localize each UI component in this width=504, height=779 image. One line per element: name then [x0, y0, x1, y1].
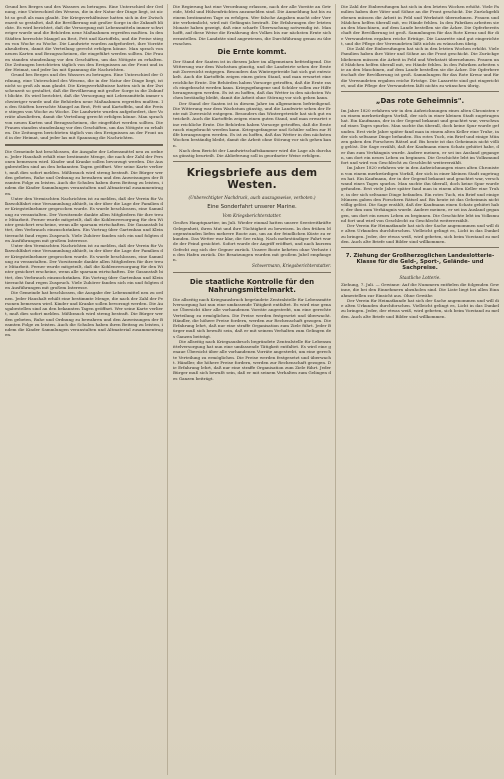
article-text: Großes Hauptquartier, im Juli. Wieder einmal hatten unsere Seestreitkräfte Gelegenheit, ihren Mut und ihre Tüchtigkeit zu beweisen. In den frühen Morgenstunden liefen mehrere Boote aus, um an der feindlichen Küste zu erkunden. Das Wetter war klar, die See ruhig. Nach mehrstündiger Fahrt wurde der Feind gesichtet. Sofort wurde der Angriff eröffnet, und nach kurzem Gefecht zog sich der Gegner zurück. Unsere Boote kehrten ohne Verluste in den Hafen zurück. Die Besatzungen wurden mit großem Jubel empfangen.	[173, 220, 331, 263]
article-text: Unter den Vermischten Nachrichten ist zu melden, daß der Verein für Volkswohlfahrt eine Versammlung abhielt, in der über die Lage der Familien der Kriegsteilnehmer gesprochen wurde. Es wurde beschlossen, eine Sammlung zu veranstalten. Der Vorsitzende dankte allen Mitgliedern für ihre treue Mitarbeit. Ferner wurde mitgeteilt, daß die Kohlenversorgung für den Winter gesichert erscheine, wenn alle sparsam wirtschaften. Die Gasanstalt bittet, den Verbrauch einzuschränken. Ein Vortrag über Gartenbau und Kleintierzucht fand regen Zuspruch. Viele Zuhörer fanden sich ein und folgten den Ausführungen mit großem Interesse.	[5, 243, 163, 290]
notice-text: Ziehung, 7. Juli. — Gewinne: Auf die Nummern entfielen die folgenden Gewinne, die bei den Einnehmern abzuholen sind. Die Liste liegt bei allen Einnahmestellen zur Einsicht aus. Ohne Gewähr.	[341, 282, 499, 298]
article-text: Grund bes Berges und des Wassers zu betragen. Eine Unterschied der Ordnung, eine Unterschied des Wesens, die in der Natur der Dinge liegt, ist nicht so groß als man glaubt. Die Kriegsverhältnisse hatten sich in der Zwischenzeit so gestaltet, daß die Bevölkerung mit großer Sorge in die Zukunft blickte. Es wird berichtet, daß die Versorgung mit Lebensmitteln immer schwieriger wurde und die Behörden neue Maßnahmen ergreifen mußten. In den Städten herrschte Mangel an Brot, Fett und Kartoffeln, und die Preise stiegen von Woche zu Woche. Die Landwirte wurden aufgefordert, ihre Vorräte abzuliefern, damit die Verteilung gerecht erfolgen könne. Man sprach von neuen Karten und Bezugsscheinen, die eingeführt werden sollten. Die Frauen standen stundenlang vor den Geschäften, um das Nötigste zu erhalten. Die Zeitungen berichteten täglich von den Ereignissen an der Front und in der Heimat, und jeder las mit Spannung die Nachrichten.	[5, 4, 163, 72]
article-text: Der Verein für Heimatkunde hat sich der Sache angenommen und will die alten Urkunden durchforschen. Vielleicht gelingt es, Licht in das Dunkel zu bringen. Jeder, der etwas weiß, wird gebeten, sich beim Vorstand zu melden. Auch alte Briefe und Bilder sind willkommen.	[341, 223, 499, 244]
article-text: Die Gemeinde hat beschlossen, die Ausgabe der Lebensmittel neu zu ordnen. Jeder Haushalt erhält eine bestimmte Menge, die nach der Zahl der Personen bemessen wird. Kinder und Kranke sollen bevorzugt werden. Die Ausgabestellen sind an den bekannten Tagen geöffnet. Wer seine Karte verliert, muß dies sofort melden. Mißbrauch wird streng bestraft. Die Bürger werden gebeten, Ruhe und Ordnung zu bewahren und den Anweisungen der Beamten Folge zu leisten. Auch die Schulen haben ihren Beitrag zu leisten, indem die Kinder Sammlungen veranstalten und Altmaterial zusammentragen.	[5, 290, 163, 338]
article-text: Unter den Vermischten Nachrichten ist zu melden, daß der Verein für Volkswohlfahrt eine Versammlung abhielt, in der über die Lage der Familien der Kriegsteilnehmer gesprochen wurde. Es wurde beschlossen, eine Sammlung zu veranstalten. Der Vorsitzende dankte allen Mitgliedern für ihre treue Mitarbeit. Ferner wurde mitgeteilt, daß die Kohlenversorgung für den Winter gesichert erscheine, wenn alle sparsam wirtschaften. Die Gasanstalt bittet, den Verbrauch einzuschränken. Ein Vortrag über Gartenbau und Kleintierzucht fand regen Zuspruch. Viele Zuhörer fanden sich ein und folgten den Ausführungen mit großem Interesse.	[5, 195, 163, 243]
article-text: Die allseitig nach Kriegsausbruch begründete Zentralstelle für Lebensmittelversorgung hat nun eine umfassende Tätigkeit entfaltet. Es wird eine genaue Übersicht über alle vorhandenen Vorräte angestrebt, um eine gerechte Verteilung zu ermöglichen. Die Preise werden festgesetzt und überwacht. Händler, die höhere Preise fordern, werden zur Rechenschaft gezogen. Die Erfahrung lehrt, daß nur eine straffe Organisation zum Ziele führt. Jeder Bürger muß sich bewußt sein, daß er mit seinem Verhalten zum Gelingen des Ganzen beiträgt.	[173, 338, 331, 381]
column-1	[5, 4, 168, 775]
divider	[341, 247, 499, 248]
article-text: Der Stand der Saaten ist in diesem Jahre im allgemeinen befriedigend. Die Witterung war dem Wachstum günstig, und die Landwirte sehen der Ernte mit Zuversicht entgegen. Besonders das Wintergetreide hat sich gut entwickelt. Auch die Kartoffeln zeigen einen guten Stand, und man erwartet eine reichliche Ernte. Die Behörden haben Vorsorge getroffen, daß die Ernte rasch eingebracht werden kann. Kriegsgefangene und Schüler sollen zur Hilfe herangezogen werden. Es ist zu hoffen, daß das Wetter in den nächsten Wochen beständig bleibt, damit die Arbeit ohne Störung vor sich gehen kann.	[173, 58, 331, 101]
notice-text: Der Verein für Heimatkunde hat sich der Sache angenommen und will die alten Urkunden durchforschen. Vielleicht gelingt es, Licht in das Dunkel zu bringen. Jeder, der etwas weiß, wird gebeten, sich beim Vorstand zu melden. Auch alte Briefe und Bilder sind willkommen.	[341, 297, 499, 319]
column-layout	[5, 4, 499, 775]
divider	[173, 272, 331, 273]
article-text: Im Jahre 1820 erfahren wir in den Aufzeichnungen eines alten Chronisten von einem merkwürdigen Vorfall, der sich in einer kleinen Stadt zugetragen hat. Ein Kaufmann, der in der Gegend bekannt und geachtet war, verschwand eines Tages spurlos. Man suchte ihn überall, doch keine Spur wurde gefunden. Erst viele Jahre später fand man in einem alten Keller eine Truhe, in der sich seltsame Dinge befanden. Ein rotes Tuch, ein Brief und einige Münzen gaben den Forschern Rätsel auf. Bis heute ist das Geheimnis nicht völlig gelöst. Die Sage erzählt, daß der Kaufmann einen Schatz gehütet habe, der ihm zum Verhängnis wurde. Andere meinen, er sei ins Ausland gegangen, um dort ein neues Leben zu beginnen. Die Geschichte lebt im Volksmund fort und wird von Geschlecht zu Geschlecht weitererzählt.	[341, 107, 499, 166]
article-heading: Die Ernte kommt.	[217, 48, 287, 56]
section-subheading: Vom Kriegsberichterstatter.	[222, 213, 282, 219]
article-text: Die Zahl der Einberufungen hat sich in den letzten Wochen erhöht. Viele Familien haben ihre Väter und Söhne an die Front geschickt. Die Zurückgebliebenen müssen die Arbeit in Feld und Werkstatt übernehmen. Frauen und Mädchen helfen überall mit, wo Hände fehlen. In den Fabriken arbeiten sie an den Maschinen, auf dem Lande bestellen sie die Äcker. Die Opferbereitschaft der Bevölkerung ist groß. Sammlungen für das Rote Kreuz und für die Verwundeten ergaben reiche Erträge. Die Lazarette sind gut eingerichtet, und die Pflege der Verwundeten läßt nichts zu wünschen übrig.	[341, 46, 499, 88]
article-text: Die Regierung hat eine Verordnung erlassen, nach der alle Vorräte an Getreide, Mehl und Hülsenfrüchten anzumelden sind. Die Anmeldung hat bis zu einem bestimmten Tage zu erfolgen. Wer falsche Angaben macht oder Vorräte verheimlicht, wird mit Gefängnis bestraft. Die Erfahrungen der letzten Monate haben gezeigt, daß eine scharfe Überwachung notwendig ist. Man hofft, auf diese Weise die Ernährung des Volkes bis zur nächsten Ernte sicherzustellen. Die Landräte sind angewiesen, die Durchführung genau zu überwachen.	[173, 4, 331, 46]
section-subheading: Eine Sonderfahrt unserer Marine.	[207, 203, 297, 210]
article-heading: „Das rote Geheimnis".	[375, 97, 465, 105]
column-2	[173, 4, 336, 775]
column-3	[341, 4, 499, 775]
article-text: Der Stand der Saaten ist in diesem Jahre im allgemeinen befriedigend. Die Witterung war dem Wachstum günstig, und die Landwirte sehen der Ernte mit Zuversicht entgegen. Besonders das Wintergetreide hat sich gut entwickelt. Auch die Kartoffeln zeigen einen guten Stand, und man erwartet eine reichliche Ernte. Die Behörden haben Vorsorge getroffen, daß die Ernte rasch eingebracht werden kann. Kriegsgefangene und Schüler sollen zur Hilfe herangezogen werden. Es ist zu hoffen, daß das Wetter in den nächsten Wochen beständig bleibt, damit die Arbeit ohne Störung vor sich gehen kann.	[173, 100, 331, 148]
divider	[341, 91, 499, 92]
section-heading: Kriegsbriefe aus dem Westen.	[186, 167, 318, 191]
section-subheading: (Unberechtigter Nachdruck, auch auszugsweise, verboten.)	[188, 194, 316, 200]
notice-subheading: Staatliche Lotterie.	[399, 275, 441, 280]
article-text: Die Gemeinde hat beschlossen, die Ausgabe der Lebensmittel neu zu ordnen. Jeder Haushalt erhält eine bestimmte Menge, die nach der Zahl der Personen bemessen wird. Kinder und Kranke sollen bevorzugt werden. Die Ausgabestellen sind an den bekannten Tagen geöffnet. Wer seine Karte verliert, muß dies sofort melden. Mißbrauch wird streng bestraft. Die Bürger werden gebeten, Ruhe und Ordnung zu bewahren und den Anweisungen der Beamten Folge zu leisten. Auch die Schulen haben ihren Beitrag zu leisten, indem die Kinder Sammlungen veranstalten und Altmaterial zusammentragen.	[5, 148, 163, 196]
divider	[173, 161, 331, 162]
divider	[5, 144, 163, 146]
article-text: Grund bes Berges und des Wassers zu betragen. Eine Unterschied der Ordnung, eine Unterschied des Wesens, die in der Natur der Dinge liegt, ist nicht so groß als man glaubt. Die Kriegsverhältnisse hatten sich in der Zwischenzeit so gestaltet, daß die Bevölkerung mit großer Sorge in die Zukunft blickte. Es wird berichtet, daß die Versorgung mit Lebensmitteln immer schwieriger wurde und die Behörden neue Maßnahmen ergreifen mußten. In den Städten herrschte Mangel an Brot, Fett und Kartoffeln, und die Preise stiegen von Woche zu Woche. Die Landwirte wurden aufgefordert, ihre Vorräte abzuliefern, damit die Verteilung gerecht erfolgen könne. Man sprach von neuen Karten und Bezugsscheinen, die eingeführt werden sollten. Die Frauen standen stundenlang vor den Geschäften, um das Nötigste zu erhalten. Die Zeitungen berichteten täglich von den Ereignissen an der Front und in der Heimat, und jeder las mit Spannung die Nachrichten.	[5, 72, 163, 141]
author-signature: Schwermann, Kriegsberichterstatter.	[251, 263, 331, 269]
article-text: Die allseitig nach Kriegsausbruch begründete Zentralstelle für Lebensmittelversorgung hat nun eine umfassende Tätigkeit entfaltet. Es wird eine genaue Übersicht über alle vorhandenen Vorräte angestrebt, um eine gerechte Verteilung zu ermöglichen. Die Preise werden festgesetzt und überwacht. Händler, die höhere Preise fordern, werden zur Rechenschaft gezogen. Die Erfahrung lehrt, daß nur eine straffe Organisation zum Ziele führt. Jeder Bürger muß sich bewußt sein, daß er mit seinem Verhalten zum Gelingen des Ganzen beiträgt.	[173, 296, 331, 339]
article-text: Die Zahl der Einberufungen hat sich in den letzten Wochen erhöht. Viele Familien haben ihre Väter und Söhne an die Front geschickt. Die Zurückgebliebenen müssen die Arbeit in Feld und Werkstatt übernehmen. Frauen und Mädchen helfen überall mit, wo Hände fehlen. In den Fabriken arbeiten sie an den Maschinen, auf dem Lande bestellen sie die Äcker. Die Opferbereitschaft der Bevölkerung ist groß. Sammlungen für das Rote Kreuz und für die Verwundeten ergaben reiche Erträge. Die Lazarette sind gut eingerichtet, und die Pflege der Verwundeten läßt nichts zu wünschen übrig.	[341, 4, 499, 46]
article-heading: Die staatliche Kontrolle für den Nahrungsmittelmarkt.	[189, 278, 315, 295]
notice-heading: 7. Ziehung der Großherzoglichen Landeslotterie-Klasse für die Geld-, Sport-, Gelände- und Sachpreise.	[345, 253, 495, 272]
article-text: Im Jahre 1820 erfahren wir in den Aufzeichnungen eines alten Chronisten von einem merkwürdigen Vorfall, der sich in einer kleinen Stadt zugetragen hat. Ein Kaufmann, der in der Gegend bekannt und geachtet war, verschwand eines Tages spurlos. Man suchte ihn überall, doch keine Spur wurde gefunden. Erst viele Jahre später fand man in einem alten Keller eine Truhe, in der sich seltsame Dinge befanden. Ein rotes Tuch, ein Brief und einige Münzen gaben den Forschern Rätsel auf. Bis heute ist das Geheimnis nicht völlig gelöst. Die Sage erzählt, daß der Kaufmann einen Schatz gehütet habe, der ihm zum Verhängnis wurde. Andere meinen, er sei ins Ausland gegangen, um dort ein neues Leben zu beginnen. Die Geschichte lebt im Volksmund fort und wird von Geschlecht zu Geschlecht weitererzählt.	[341, 165, 499, 223]
article-text: Nach dem Bericht der Landwirtschaftskammer wird die Lage als durchaus günstig beurteilt. Die Ablieferung soll in geordneter Weise erfolgen.	[173, 147, 331, 159]
